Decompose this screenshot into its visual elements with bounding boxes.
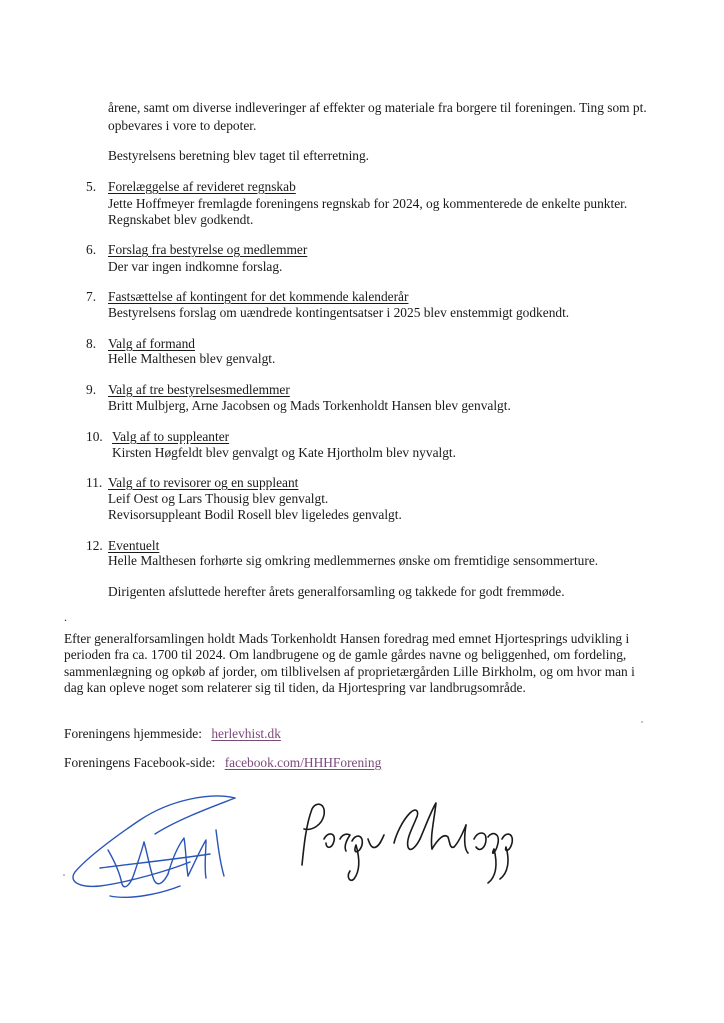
homepage-link[interactable]: herlevhist.dk: [211, 726, 281, 741]
item-9-line-1: Britt Mulbjerg, Arne Jacobsen og Mads Torkenholdt Hansen blev genvalgt.: [108, 398, 511, 413]
item-6-title: Forslag fra bestyrelse og medlemmer: [108, 242, 308, 257]
item-10-title: Valg af to suppleanter: [112, 429, 230, 444]
item-10-number: 10.: [86, 429, 103, 444]
item-8-number: 8.: [86, 336, 97, 351]
item-8-line-1: Helle Malthesen blev genvalgt.: [108, 351, 276, 366]
item-12-line-1: Helle Malthesen forhørte sig omkring medlemmernes ønske om fremtidige sensommerture.: [108, 553, 599, 568]
item-5-title: Forelæggelse af revideret regnskab: [108, 179, 296, 194]
scan-dot-2: [62, 873, 66, 877]
homepage-label: Foreningens hjemmeside:: [64, 726, 202, 741]
item-7-title: Fastsættelse af kontingent for det kommende kalenderår: [108, 289, 409, 304]
lecture-line-4: dag kan opleve noget som relaterer sig til tiden, da Hjortespring var landbrugsområde.: [64, 680, 526, 695]
item-11-number: 11.: [86, 475, 103, 490]
item-11-line-1: Leif Oest og Lars Thousig blev genvalgt.: [108, 491, 329, 506]
lecture-line-1: Efter generalforsamlingen holdt Mads Torkenholdt Hansen foredrag med emnet Hjortesprings udvikling i: [64, 631, 630, 646]
closing-sentence: Dirigenten afsluttede herefter årets generalforsamling og takkede for godt fremmøde.: [108, 584, 565, 599]
item-7-number: 7.: [86, 289, 97, 304]
item-7-line-1: Bestyrelsens forslag om uændrede kontingentsatser i 2025 blev enstemmigt godkendt.: [108, 305, 570, 320]
item-5-number: 5.: [86, 179, 97, 194]
intro-line-2: opbevares i vore to depoter.: [108, 118, 257, 133]
facebook-label: Foreningens Facebook-side:: [64, 755, 216, 770]
item-9-number: 9.: [86, 382, 97, 397]
item-11-line-2: Revisorsuppleant Bodil Rosell blev ligeledes genvalgt.: [108, 507, 402, 522]
item-5-line-2: Regnskabet blev godkendt.: [108, 212, 254, 227]
item-6-line-1: Der var ingen indkomne forslag.: [108, 259, 283, 274]
item-8-title: Valg af formand: [108, 336, 196, 351]
item-11-title: Valg af to revisorer og en suppleant: [108, 475, 299, 490]
stray-mark: .: [64, 610, 67, 624]
item-5-line-1: Jette Hoffmeyer fremlagde foreningens regnskab for 2024, og kommenterede de enkelte punkter.: [108, 196, 628, 211]
intro-line-1: årene, samt om diverse indleveringer af effekter og materiale fra borgere til foreningen. Ting som pt.: [108, 100, 647, 115]
lecture-line-2: perioden fra ca. 1700 til 2024. Om landbrugene og de gamle gårdes navne og beliggenhed, om fordeling,: [64, 647, 627, 662]
signature-blue: [60, 790, 260, 910]
item-10-line-1: Kirsten Høgfeldt blev genvalgt og Kate Hjortholm blev nyvalgt.: [112, 445, 456, 460]
signature-black: [290, 795, 530, 885]
facebook-row: [64, 754, 381, 772]
scan-dot-1: [640, 720, 644, 724]
lecture-line-3: sammenlægning og opkøb af jorder, om tilblivelsen af proprietærgården Lille Birkholm, og om hvor man i: [64, 664, 635, 679]
item-12-number: 12.: [86, 538, 103, 553]
facebook-link[interactable]: facebook.com/HHHForening: [224, 755, 382, 770]
item-12-title: Eventuelt: [108, 538, 160, 553]
intro-line-3: Bestyrelsens beretning blev taget til efterretning.: [108, 148, 370, 163]
homepage-row: [64, 725, 281, 743]
item-6-number: 6.: [86, 242, 97, 257]
item-9-title: Valg af tre bestyrelsesmedlemmer: [108, 382, 290, 397]
